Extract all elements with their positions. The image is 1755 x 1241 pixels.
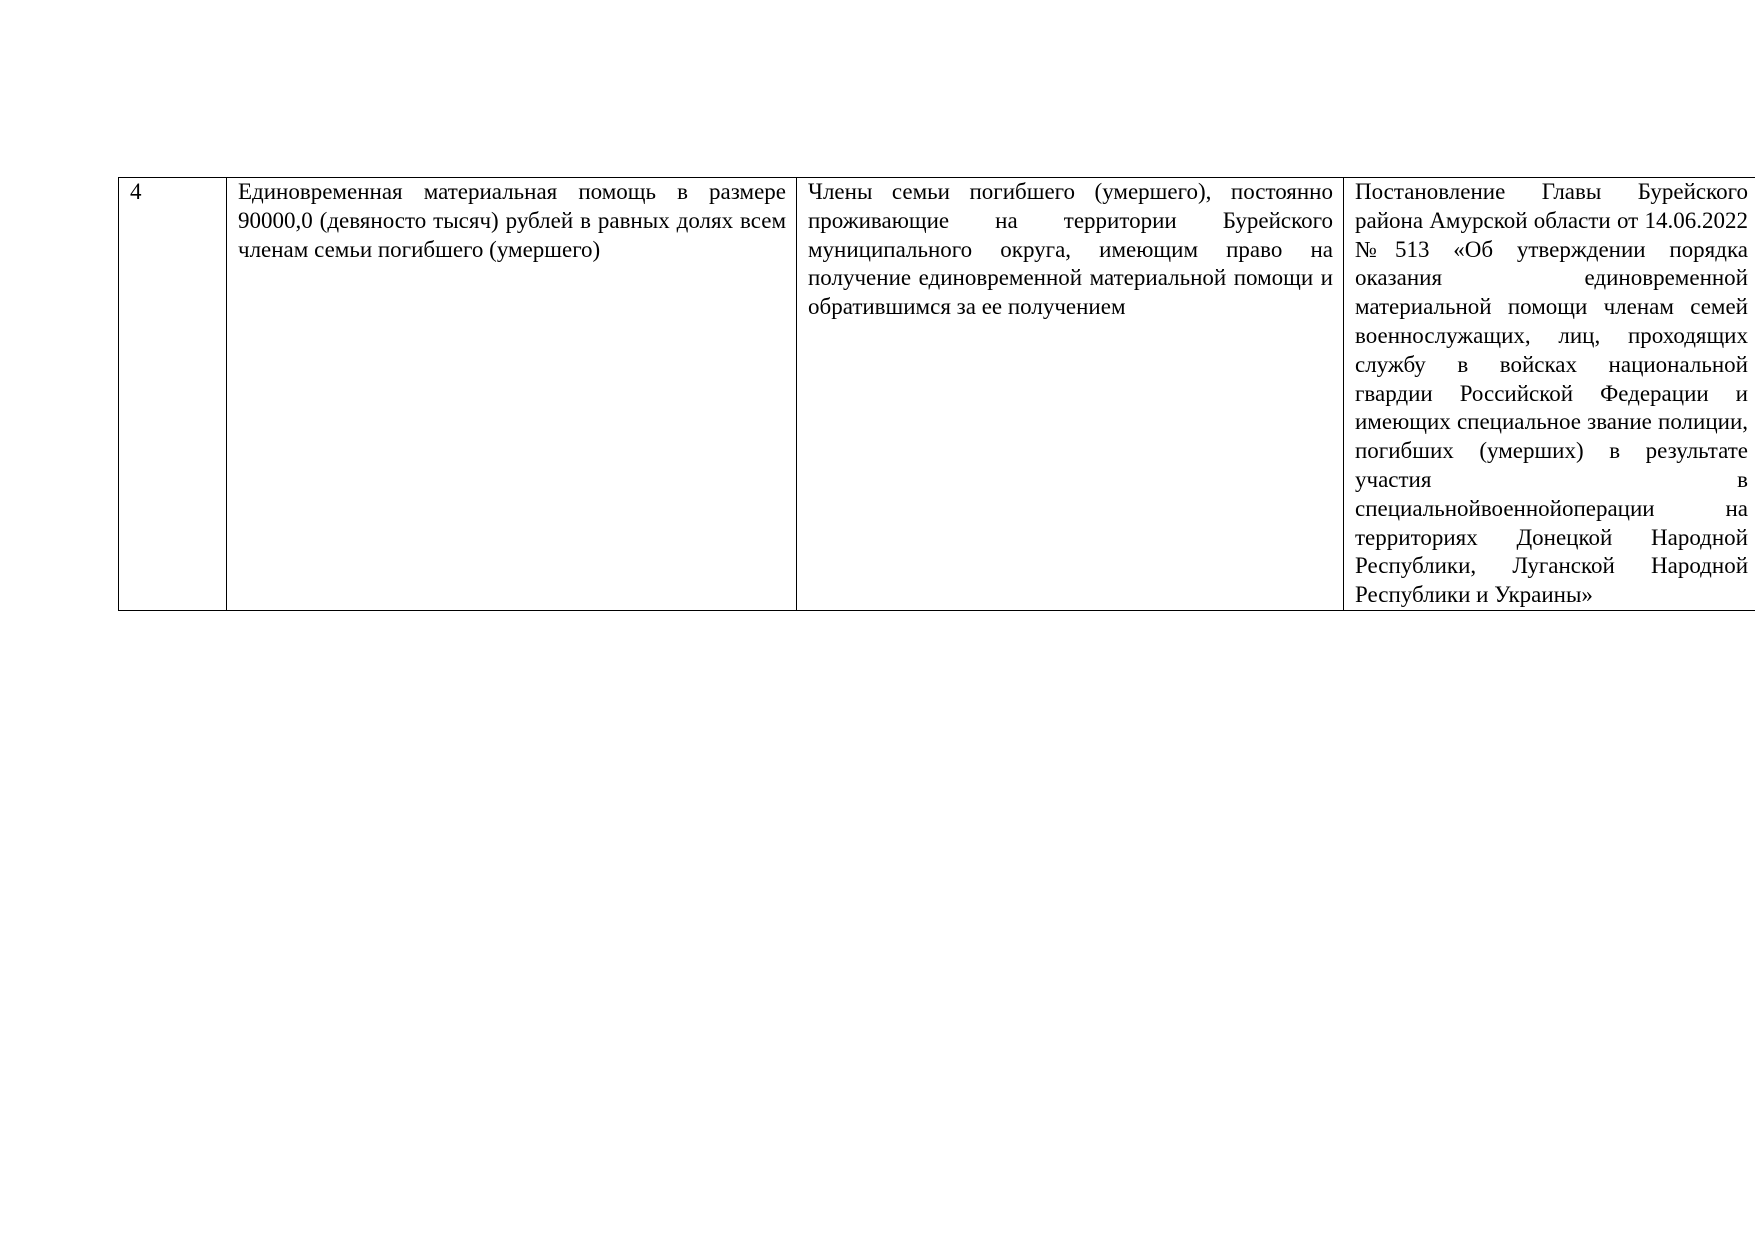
row-number-cell: [119, 178, 227, 611]
recipients-cell: [797, 178, 1344, 611]
legal-basis-cell: [1344, 178, 1755, 611]
recipients-text: Члены семьи погибшего (умершего), постоянно проживающие на территории Бурейского муниципального округа, имеющим право на получение единовременной материальной помощи и обратившимся за ее получением: [808, 179, 1333, 320]
row-number: 4: [130, 179, 142, 204]
benefit-name-cell: [227, 178, 797, 611]
benefit-name: Единовременная материальная помощь в размере 90000,0 (девяносто тысяч) рублей в равных долях всем членам семьи погибшего (умершего): [238, 179, 786, 262]
table-row: [119, 178, 1755, 611]
benefits-table: [118, 177, 1755, 611]
legal-basis-text: Постановление Главы Бурейского района Амурской области от 14.06.2022 №513 «Об утверждении порядка оказания единовременной материальной помощи членам семей военнослужащих, лиц, проходящих службу в войсках национальной гвардии Российской Федерации и имеющих специальное звание полиции, погибших (умерших) в результате участия в специальнойвоеннойоперации на территориях Донецкой Народной Республики, Луганской Народной Республики и Украины»: [1355, 179, 1748, 608]
